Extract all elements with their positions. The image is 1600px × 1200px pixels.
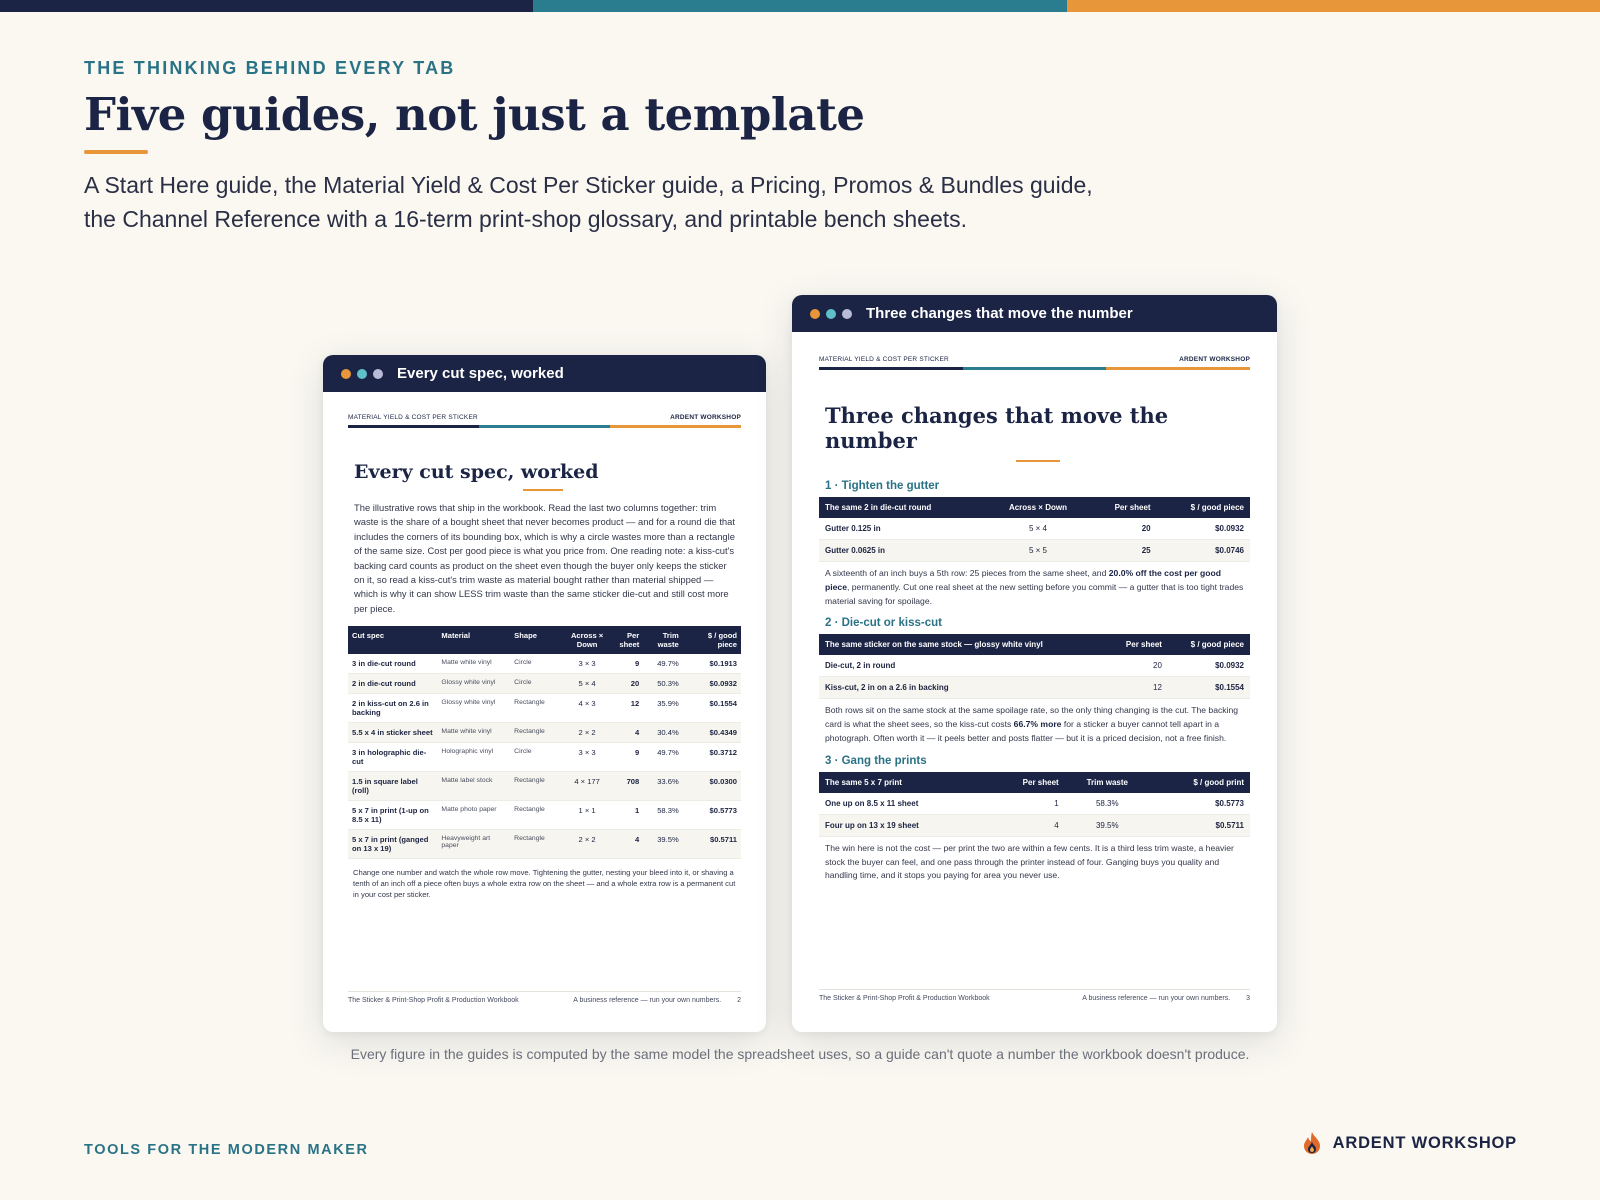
table-cell: 2 in die-cut round [348,674,437,694]
paragraph-text: for a sticker a buyer cannot tell apart in a photograph. Often worth it — it peels better and posts flatter — but it is a priced decision, not a free finish. [825,719,1227,743]
runhead-color-bar [819,367,1250,370]
table-header-row [819,772,1250,793]
top-color-bar [0,0,1600,12]
intro-paragraph: The illustrative rows that ship in the workbook. Read the last two columns together: trim waste is the share of a bought sheet that never becomes product — and for a round die that includes the corners of its bounding box, which is why a circle wastes more than a rectangle of the same size. Cost per good piece is what you price from. One reading note: a kiss-cut's backing card counts as product on the sheet even though the buyer only keeps the sticker on it, so read a kiss-cut's trim waste as material bought rather than material shipped — which is why it can show LESS trim waste than the same sticker die-cut and still cost more per piece. [354,502,735,614]
table-header-row [819,634,1250,655]
table-cell: Matte photo paper [437,801,510,830]
table-header-cell: Per sheet [1088,497,1157,518]
table-cell: 4 [988,814,1065,836]
window-dot-teal [357,369,367,379]
footer-left: The Sticker & Print-Shop Profit & Production Workbook [819,995,990,1002]
table-cell: $0.0932 [1157,518,1250,540]
table-cell: Heavyweight art paper [437,830,510,859]
table-cell: Circle [510,654,560,674]
table-cell: $0.5711 [683,830,741,859]
table-row [348,743,741,772]
flame-icon [1301,1131,1323,1155]
table-cell: $0.5773 [683,801,741,830]
paragraph-text: The win here is not the cost — per print the two are within a few cents. It is a third less trim waste, a heavier stock the buyer can feel, and one pass through the printer instead of four. Ganging buys you quality and handling time, and it stops you paying for area you never use. [825,842,1234,881]
left-preview-window [323,355,766,1032]
runhead-right: ARDENT WORKSHOP [1179,356,1250,363]
table-cell: Rectangle [510,830,560,859]
table-row [348,674,741,694]
paragraph-text: , permanently. Cut one real sheet at the new setting before you commit — a gutter that is too tight trades material saving for spoilage. [825,581,1244,606]
table-cell: 12 [614,694,643,723]
table-cell: One up on 8.5 x 11 sheet [819,793,988,815]
table-header-cell: Across × Down [988,497,1088,518]
window-dot-orange [810,309,820,319]
table-cell: Matte white vinyl [437,654,510,674]
change-sections [819,480,1250,883]
table-cell: Glossy white vinyl [437,674,510,694]
table-cell: 5 × 4 [988,518,1088,540]
right-window-title: Three changes that move the number [866,305,1133,322]
table-cell: 3 × 3 [560,743,614,772]
table-cell: 20 [614,674,643,694]
table-cell: 4 [614,830,643,859]
table-header-row [819,497,1250,518]
right-window-titlebar [792,295,1277,332]
window-dot-orange [341,369,351,379]
table-cell: 4 [614,723,643,743]
window-dot-teal [826,309,836,319]
table-header-cell: $ / good piece [1168,634,1250,655]
brand-lockup [1301,1131,1517,1155]
table-cell: Four up on 13 x 19 sheet [819,814,988,836]
table-cell: 25 [1088,540,1157,562]
brand-name: ARDENT WORKSHOP [1332,1133,1517,1152]
table-cell: $0.0932 [683,674,741,694]
table-cell: $0.1554 [1168,677,1250,699]
table-cell: 3 × 3 [560,654,614,674]
table-row [348,723,741,743]
section-heading: 1 · Tighten the gutter [825,480,940,492]
table-header-cell: Per sheet [1108,634,1168,655]
table-cell: 12 [1108,677,1168,699]
table-cell: Gutter 0.125 in [819,518,988,540]
table-cell: 49.7% [643,654,683,674]
page-number: 2 [737,997,741,1004]
table-cell: $0.4349 [683,723,741,743]
page-title: Five guides, not just a template [84,88,865,141]
table-cell: 1.5 in square label (roll) [348,772,437,801]
table-row [819,793,1250,815]
footer-left: The Sticker & Print-Shop Profit & Production Workbook [348,997,519,1004]
runhead-left: MATERIAL YIELD & COST PER STICKER [348,414,478,421]
table-cell: Die-cut, 2 in round [819,655,1108,677]
table-cell: 5 × 5 [988,540,1088,562]
table-note: Change one number and watch the whole row move. Tightening the gutter, nesting your bleed into it, or shaving a tenth of an inch off a piece often buys a whole extra row on the sheet — and a whole extra row is a permanent cut in your cost per sticker. [353,868,736,900]
table-cell: 3 in die-cut round [348,654,437,674]
table-row [348,694,741,723]
cut-spec-table [348,626,741,859]
table-row [819,518,1250,540]
table-cell: 49.7% [643,743,683,772]
table-cell: 5 x 7 in print (1-up on 8.5 x 11) [348,801,437,830]
table-cell: Circle [510,674,560,694]
left-window-titlebar [323,355,766,392]
running-header [819,356,1250,363]
footer-middle: A business reference — run your own numbers. [573,997,722,1004]
running-header [348,414,741,421]
paragraph-emphasis: 66.7% more [1013,719,1062,730]
table-row [819,677,1250,699]
page-footer [348,991,741,1004]
figure-caption: Every figure in the guides is computed by the same model the spreadsheet uses, so a guide can't quote a number the workbook doesn't produce. [350,1046,1250,1062]
table-cell: 50.3% [643,674,683,694]
table-cell: 20 [1108,655,1168,677]
table-header-cell: $ / good piece [683,626,741,654]
table-cell: $0.1554 [683,694,741,723]
doc-title: Three changes that move the number [825,403,1169,453]
table-cell: 5 × 4 [560,674,614,694]
table-cell: Rectangle [510,772,560,801]
table-header-cell: Trim waste [1065,772,1150,793]
table-cell: $0.1913 [683,654,741,674]
table-row [348,801,741,830]
table-header-cell: The same 2 in die-cut round [819,497,988,518]
table-cell: 5 x 7 in print (ganged on 13 x 19) [348,830,437,859]
section-heading: 3 · Gang the prints [825,754,927,767]
footer-middle: A business reference — run your own numbers. [1082,995,1231,1002]
table-cell: 3 in holographic die-cut [348,743,437,772]
table-cell: 33.6% [643,772,683,801]
section-paragraph [819,567,1250,608]
table-cell: 2 × 2 [560,723,614,743]
runhead-right: ARDENT WORKSHOP [670,414,741,421]
table-header-cell: Across × Down [560,626,614,654]
section-paragraph [819,842,1250,883]
table-cell: 30.4% [643,723,683,743]
table-cell: $0.5711 [1150,814,1250,836]
table-header-cell: The same 5 x 7 print [819,772,988,793]
footer-tagline: TOOLS FOR THE MODERN MAKER [84,1142,369,1158]
table-cell: 9 [614,743,643,772]
table-cell: 1 [614,801,643,830]
table-cell: Gutter 0.0625 in [819,540,988,562]
table-cell: $0.0932 [1168,655,1250,677]
table-row [819,814,1250,836]
table-row [819,655,1250,677]
page-number: 3 [1246,995,1250,1002]
table-cell: $0.5773 [1150,793,1250,815]
title-underline [84,150,148,154]
eyebrow: THE THINKING BEHIND EVERY TAB [84,58,456,78]
table-row [348,772,741,801]
table-cell: 58.3% [1065,793,1150,815]
table-header-cell: Shape [510,626,560,654]
table-row [348,830,741,859]
paragraph-text: A sixteenth of an inch buys a 5th row: 25 pieces from the same sheet, and [825,568,1109,578]
section-heading: 2 · Die-cut or kiss-cut [825,617,942,630]
table-cell: 2 × 2 [560,830,614,859]
table-cell: Rectangle [510,694,560,723]
table-cell: Holographic vinyl [437,743,510,772]
table-cell: Kiss-cut, 2 in on a 2.6 in backing [819,677,1108,699]
table-cell: 1 × 1 [560,801,614,830]
table-cell: Circle [510,743,560,772]
table-cell: 20 [1088,518,1157,540]
table-cell: $0.0746 [1157,540,1250,562]
table-cell: 35.9% [643,694,683,723]
table-cell: 58.3% [643,801,683,830]
section-table [819,634,1250,699]
section-paragraph [819,704,1250,745]
doc-title: Every cut spec, worked [354,461,599,483]
table-cell: 39.5% [1065,814,1150,836]
table-header-cell: Per sheet [614,626,643,654]
right-preview-window [792,295,1277,1032]
table-cell: 4 × 177 [560,772,614,801]
table-cell: Matte white vinyl [437,723,510,743]
table-header-cell: Trim waste [643,626,683,654]
table-cell: 4 × 3 [560,694,614,723]
left-window-title: Every cut spec, worked [397,365,564,382]
table-cell: Glossy white vinyl [437,694,510,723]
page-footer [819,989,1250,1002]
table-row [819,540,1250,562]
runhead-left: MATERIAL YIELD & COST PER STICKER [819,356,949,363]
table-cell: $0.0300 [683,772,741,801]
table-header-row [348,626,741,654]
table-row [348,654,741,674]
table-header-cell: Material [437,626,510,654]
change-section [819,480,1250,608]
window-dot-lavender [373,369,383,379]
runhead-color-bar [348,425,741,428]
table-header-cell: $ / good piece [1157,497,1250,518]
table-header-cell: Per sheet [988,772,1065,793]
table-cell: $0.3712 [683,743,741,772]
paragraph-emphasis: 20.0% off the cost per good piece [825,568,1221,592]
window-dot-lavender [842,309,852,319]
doc-title-rule [1016,460,1060,462]
lede: A Start Here guide, the Material Yield & Cost Per Sticker guide, a Pricing, Promos & Bundles guide, the Channel Reference with a 16-term print-shop glossary, and printable bench sheets. [84,172,1093,232]
table-cell: 9 [614,654,643,674]
doc-title-rule [523,489,563,491]
change-section [819,755,1250,883]
table-header-cell: $ / good print [1150,772,1250,793]
table-cell: Rectangle [510,801,560,830]
table-cell: Rectangle [510,723,560,743]
table-cell: Matte label stock [437,772,510,801]
section-table [819,497,1250,562]
table-cell: 5.5 x 4 in sticker sheet [348,723,437,743]
table-cell: 39.5% [643,830,683,859]
table-cell: 708 [614,772,643,801]
section-table [819,772,1250,837]
table-header-cell: The same sticker on the same stock — glossy white vinyl [819,634,1108,655]
table-cell: 1 [988,793,1065,815]
table-cell: 2 in kiss-cut on 2.6 in backing [348,694,437,723]
table-header-cell: Cut spec [348,626,437,654]
change-section [819,617,1250,745]
paragraph-text: Both rows sit on the same stock at the same spoilage rate, so the only thing changing is the cut. The backing card is what the sheet sees, so the kiss-cut costs [825,705,1239,730]
